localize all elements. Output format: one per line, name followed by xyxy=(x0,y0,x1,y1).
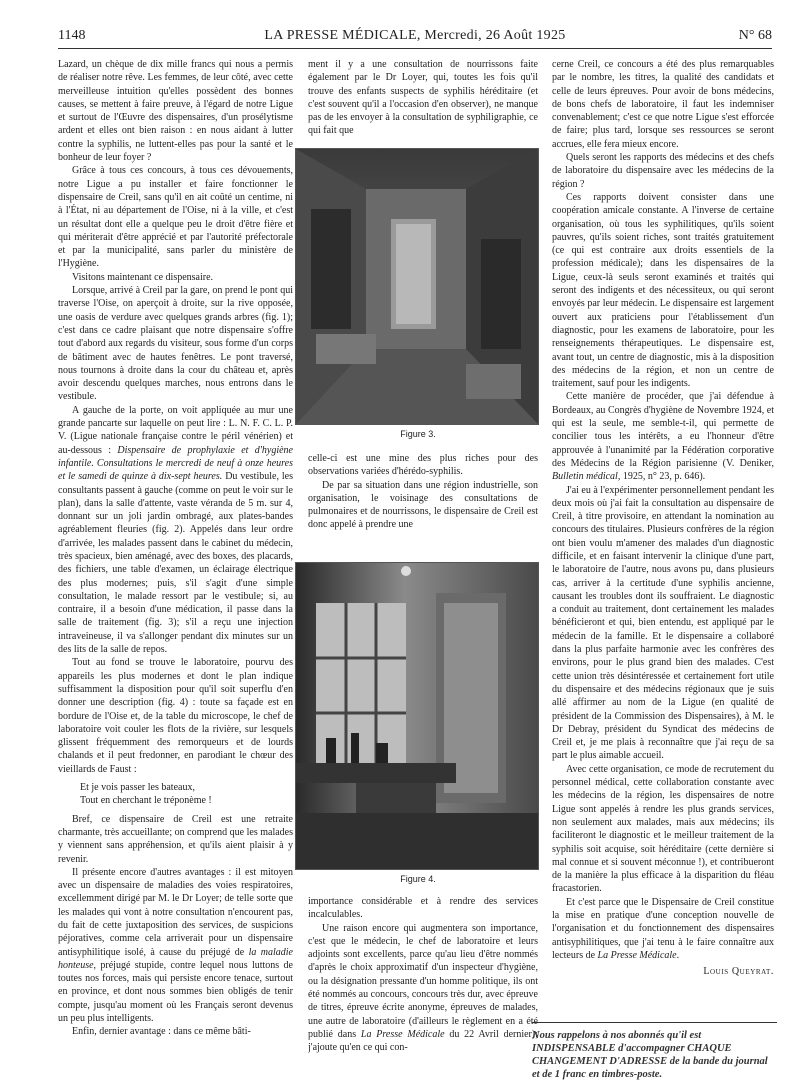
verse-line: Tout en cherchant le tréponème ! xyxy=(80,795,212,807)
italic-run: la maladie honteuse xyxy=(58,946,293,971)
paragraph xyxy=(308,922,538,1055)
running-header xyxy=(58,28,772,46)
header-rule xyxy=(58,48,772,49)
figure-3 xyxy=(292,148,544,443)
text-run: du 22 Avril dernier); j'ajoute qu'en ce qui con- xyxy=(308,1028,538,1054)
italic-run: La Presse Médicale xyxy=(597,949,677,961)
journal-title: LA PRESSE MÉDICALE, Mercredi, 26 Août 1925 xyxy=(264,28,566,43)
figure-4-photo xyxy=(295,562,539,870)
paragraph: cerne Creil, ce concours a été des plus remarquables par le nombre, les titres, la qualité des candidats et celle de leurs épreuves. Pour avoir de bons médecins, de bons chefs de laboratoire, il faut les indemniser convenablement; c'est ce que notre Ligue s'est efforcée de faire; plus tard, lorsque ses ressources se seront accrues, elle fera mieux encore. xyxy=(552,59,774,150)
figure-3-caption: Figure 3. xyxy=(400,429,436,439)
verse-line: Et je vois passer les bateaux, xyxy=(80,782,195,794)
paragraph: Avec cette organisation, ce mode de recrutement du personnel médical, cette collaboration constante avec les médecins de la région, les dispensaires de notre Ligue sont appelés à rendre les plus grands services, non seulement aux malades, mais aux médecins; ils faciliteront le diagnostic et le meilleur traitement de la syphilis soit acquise, soit héréditaire (cette dernière si mal connue et si souvent méconnue !), et contribueront de la manière la plus efficace à la disparition du fléau fracastorien. xyxy=(552,763,774,895)
column-middle-mid xyxy=(308,452,538,557)
column-left xyxy=(58,58,293,1073)
paragraph xyxy=(552,390,774,483)
text-run: Du vestibule, les consultants passent à gauche (comme on peut le voir sur le plan), dans la salle d'attente, vaste véranda de 5 m. sur 4, donnant sur un joli jardin ombragé, aux plates-bandes agréablement fleuries (fig. 2). Appelés dans leur ordre d'arrivée, les malades passent dans le cabinet du médecin, très spacieux, bien aménagé, avec des boxes, des placards, des fichiers, une table d'examen, un éclairage électrique des plus modernes; puis, s'il s'agit d'une simple consultation, le malade ressort par le vestibule; si, au contraire, il a besoin d'une médication, il passe dans la salle de traitement (fig. 3); s'il a reçu une injection intraveineuse, il va s'allonger pendant dix minutes sur un des lits de la salle de repos. xyxy=(58,471,293,656)
subscriber-notice: Nous rappelons à nos abonnés qu'il est INDISPENSABLE d'accompagner CHAQUE CHANGEMENT D'ADRESSE de la bande du journal et de 1 franc en timbres-poste. xyxy=(532,1022,777,1081)
italic-run: Bulletin médical xyxy=(552,471,618,483)
laboratory-image xyxy=(296,563,538,869)
paragraph: Lazard, un chèque de dix mille francs qui nous a permis de réaliser notre rêve. Les femmes, de leur côté, avec cette merveilleuse intuition qu'elles possèdent des bonnes causes, se mettent à faire preuve, à l'égard de notre Ligue et surtout de l'Œuvre des dispensaires, d'un prosélytisme ardent et elles ont bien raison : en nous aidant à lutter contre la syphilis, ne luttent-elles pas pour la santé et le bonheur de leur foyer ? xyxy=(58,59,293,164)
treatment-room-image xyxy=(296,149,538,424)
text-run: . xyxy=(676,949,680,961)
text-run: , 1925, n° 23, p. 646). xyxy=(617,471,706,483)
paragraph: importance considérable et à rendre des services incalculables. xyxy=(308,896,538,921)
column-middle-top xyxy=(308,58,538,138)
text-run: Une raison encore qui augmentera son importance, c'est que le médecin, le chef de laboratoire et leurs adjoints sont excellents, parce qu'au lieu d'être nommés d'après le choix approximatif d'un inspecteur d'hygiène, ou la désignation pressante d'un homme politique, ils ont été nommés au concours, concours très dur, avec épreuve de titres, épreuve écrite anonyme, épreuves de malades, une autre de laboratoire (d'ailleurs le règlement en a été publié dans xyxy=(308,922,538,1040)
paragraph: De par sa situation dans une région industrielle, son organisation, le voisinage des consultations de pulmonaires et de nourrissons, le dispensaire de Creil est donc appelé à prendre une xyxy=(308,479,538,531)
paragraph: Lorsque, arrivé à Creil par la gare, on prend le pont qui traverse l'Oise, on aperçoit à droite, sur la rive opposée, une oasis de verdure avec quelques grands arbres (fig. 1); c'est dans ce cadre plaisant que notre dispensaire s'offre tout d'abord aux regards du visiteur, sous forme d'un corps de bâtiment avec de hautes fenêtres. Le pont traversé, nous tournons à droite dans la cour du château et, après avoir descendu quelques marches, nous entrons dans le vestibule. xyxy=(58,285,293,403)
paragraph: Ces rapports doivent consister dans une coopération amicale constante. A l'inverse de certaine organisation, où tous les syphilitiques, qu'ils soient pauvres, qu'ils soient riches, sont traités gratuitement (ce qui est contraire aux droits essentiels de la profession médicale); dans les dispensaires de la Ligue, ceux-là seuls seront examinés et traités qui seront des indigents et des nécessiteux, ou qui seront envoyés par leur médecin. Le dispensaire est largement ouvert aux praticiens pour l'établissement d'un diagnostic, pour les examens de laboratoire, pour les renseignements thérapeutiques. Le dispensaire est, avant tout, un centre de diagnostic, mis à la disposition des médecins de la région, et non un centre de traitement, sauf pour les indigents. xyxy=(552,191,774,390)
column-middle-bottom xyxy=(308,895,538,1075)
paragraph: ment il y a une consultation de nourrissons faite également par le Dr Loyer, qui, toutes les fois qu'il trouve des enfants suspects de syphilis héréditaire (et c'est souvent qu'il a l'occasion d'en observer), ne manque pas de les envoyer à la consultation de syphiligraphie, ce qui fait que xyxy=(308,59,538,137)
text-run: , préjugé stupide, contre lequel nous luttons de toutes nos forces, mais qui persiste encore tenace, surtout en province, et dont nous sommes bien obligés de tenir compte, jusqu'au moment où les Français seront devenus un peu plus intelligents. xyxy=(58,959,293,1025)
paragraph: J'ai eu à l'expérimenter personnellement pendant les deux mois où j'ai fait la consultation au dispensaire de Creil, à titre provisoire, en attendant la nomination au concours des titulaires. Plusieurs confrères de la région ont bien voulu m'amener des malades d'un diagnostic difficile, et en faisant intervenir la clinique d'une part, le laboratoire de l'autre, nous avons pu, dans plusieurs cas, arriver à la certitude d'une syphilis ancienne, causant les troubles dont ils souffraient. Le diagnostic a conduit au traitement, dont certainement les malades bénéficieront et qui, bien entendu, est appliqué par le médecin de la famille. Et le dispensaire a collaboré dans la plus parfaite harmonie avec les confrères des environs, pour le plus grand bien des malades. C'est cette union très désintéressée et certainement fort utile du dispensaire et des médecins régionaux que je suis allé affirmer au nom de la Ligue (en qualité de président de la Commission des Dispensaires), à M. le Dr Debray, président du Syndicat des médecins de Creil et, je me plais à reconnaître que j'ai reçu de sa part le plus aimable accueil. xyxy=(552,484,774,762)
paragraph: Visitons maintenant ce dispensaire. xyxy=(72,271,214,283)
paragraph: Enfin, dernier avantage : dans ce même bâti- xyxy=(72,1026,251,1038)
figure-4-caption: Figure 4. xyxy=(400,874,436,884)
paragraph: Grâce à tous ces concours, à tous ces dévouements, notre Ligue a pu installer et faire fonctionner le dispensaire de Creil, sans qu'il en ait coûté un centime, ni à l'État, ni au département de l'Oise, ni à la ville, et c'est un résultat dont elle a quelque peu le droit d'être fière et qui mériterait d'être apprécié et par l'autorité préfectorale et par la municipalité, sans parler du ministère de l'Hygiène. xyxy=(58,165,293,270)
paragraph xyxy=(58,404,293,657)
verse-quote xyxy=(80,781,293,808)
text-run: Et c'est parce que le Dispensaire de Creil constitue la mise en pratique d'une conception nouvelle de l'organisation et du fonctionnement des dispensaires antisyphilitiques, que j'ai tenu à le faire connaître aux lecteurs de xyxy=(552,896,774,961)
paragraph: celle-ci est une mine des plus riches pour des observations variées d'hérédo-syphilis. xyxy=(308,453,538,478)
paragraph xyxy=(552,896,774,962)
column-right xyxy=(552,58,774,1013)
author-signature: Louis Queyrat. xyxy=(703,966,774,978)
paragraph: Quels seront les rapports des médecins et des chefs de laboratoire du dispensaire avec les médecins de la région ? xyxy=(552,152,774,190)
page-number: 1148 xyxy=(58,28,86,43)
figure-4 xyxy=(292,562,544,890)
text-run: A gauche de la porte, on voit appliquée au mur une grande pancarte sur laquelle on peut lire : L. N. F. C. L. P. V. (Ligue nationale française contre le péril vénérien) et au-dessous : xyxy=(58,404,293,456)
paragraph xyxy=(58,866,293,1026)
paragraph: Bref, ce dispensaire de Creil est une retraite charmante, très accueillante; on comprend que les malades y viennent sans appréhension, et qu'ils aient plaisir à y revenir. xyxy=(58,813,293,865)
italic-run: La Presse Médicale xyxy=(360,1028,445,1040)
text-run: Il présente encore d'autres avantages : il est mitoyen avec un dispensaire de maladies des voies respiratoires, excellemment dirigé par M. le Dr Loyer; de telle sorte que les malades qui vont à notre consultation n'encourent pas, du fait de cette juxtaposition des services, de suspicions péjoratives, comme cela arriverait pour un dispensaire antisyphilitique isolé, à cause du préjugé de xyxy=(58,866,293,958)
figure-3-photo xyxy=(295,148,539,425)
text-run: Cette manière de procéder, que j'ai défendue à Bordeaux, au Congrès d'hygiène de Novembre 1924, et qui est la seule, me semble-t-il, qui permette de concilier tous les intérêts, a eu l'honneur d'être approuvée à l'unanimité par la Fédération corporative des Médecins de la Région parisienne (V. Deniker, xyxy=(552,391,774,469)
issue-number: N° 68 xyxy=(738,28,772,43)
italic-run: Dispensaire de prophylaxie et d'hygiène infantile. Consultations le mercredi de neuf à onze heures et le samedi de quinze à dix-sept heures. xyxy=(58,444,293,483)
paragraph: Tout au fond se trouve le laboratoire, pourvu des appareils les plus modernes et dont le plan indique suffisamment la disposition pour qu'il soit superflu d'en donner une description (fig. 4) : toute sa façade est en bordure de l'Oise et, de la table du microscope, le chef de laboratoire voit couler les flots de la rivière, sur lesquels glissent fréquemment des remorqueurs et de lourds chalands et il peut fredonner, en parodiant le chœur des vieillards de Faust : xyxy=(58,657,293,775)
